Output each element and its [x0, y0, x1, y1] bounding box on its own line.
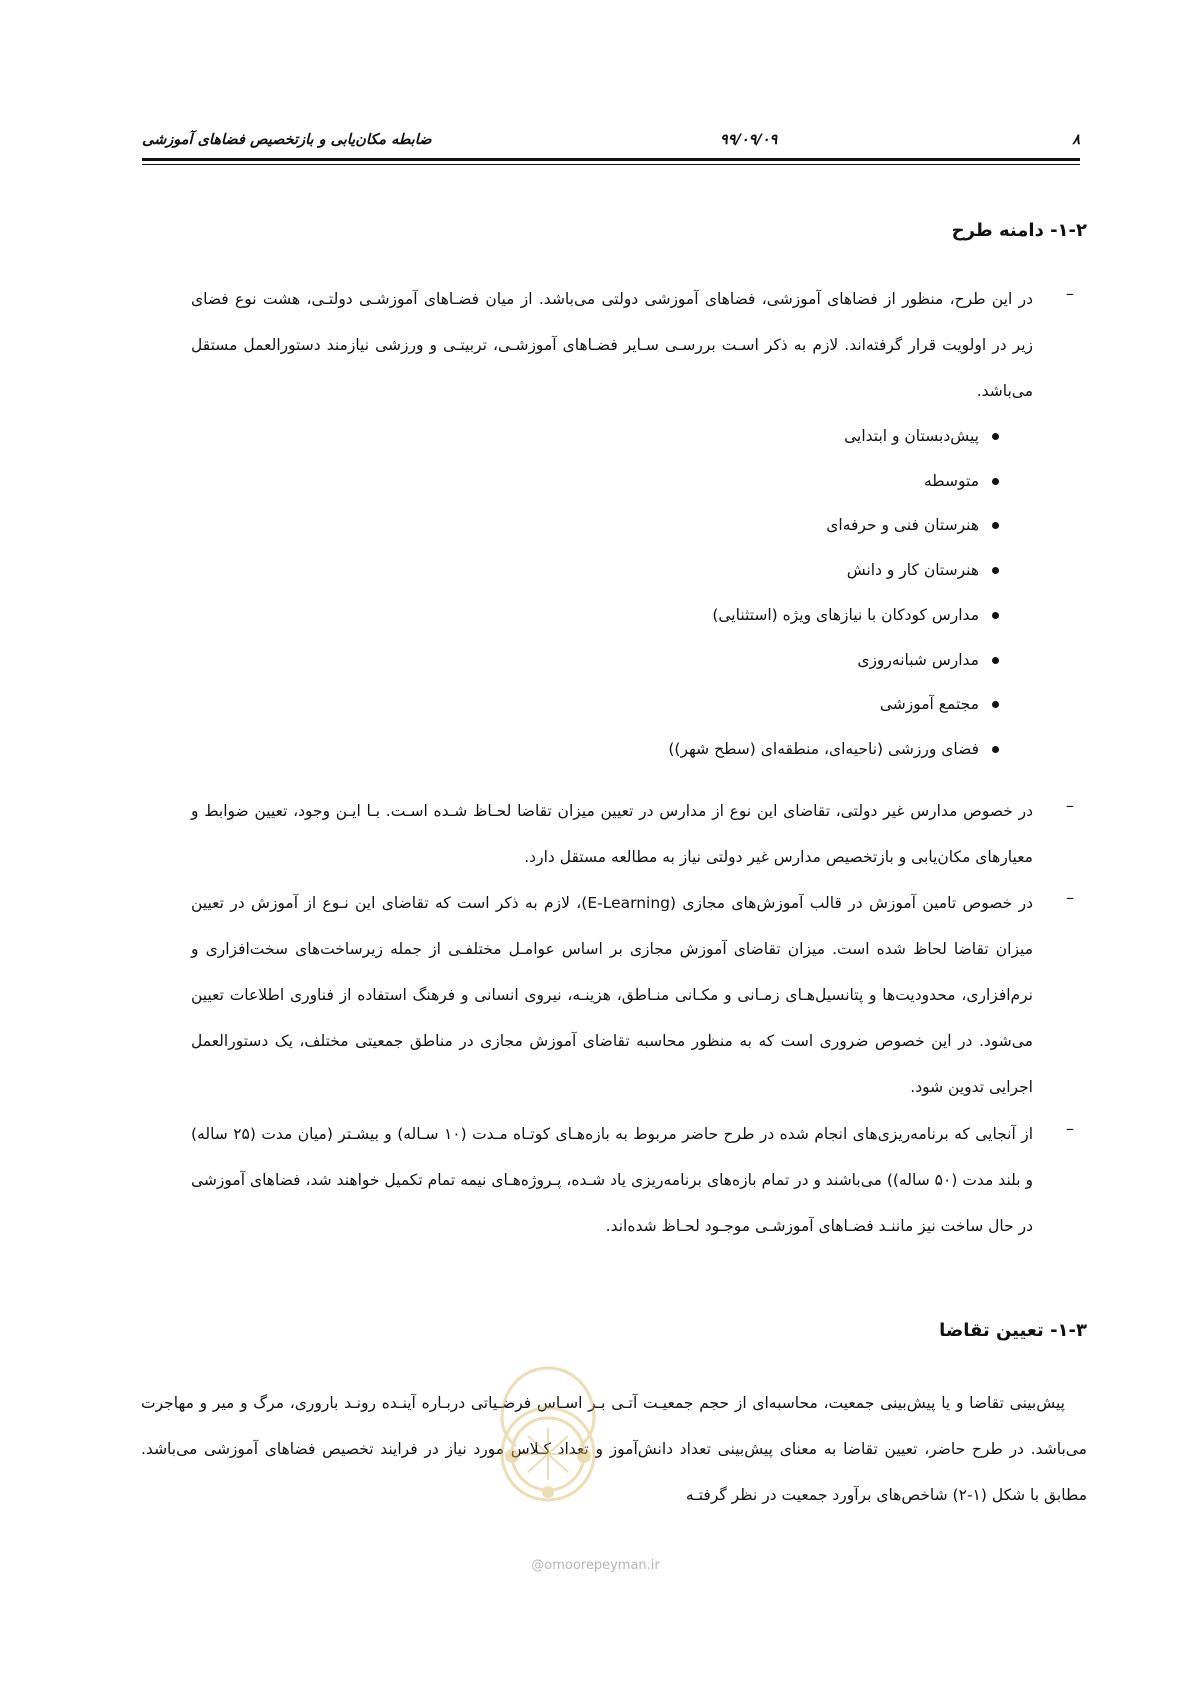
header-rule-thin — [142, 164, 1080, 165]
scope-item-3: در خصوص تامین آموزش در قالب آموزش‌های مجازی (E-Learning)، لازم به ذکر است که تقاضای این نـوع از آموزش در تعیین میزان تقاضا لحاظ شده است. میزان تقاضای آموزش مجازی بر اساس عوامـل مختلفـی از جمله زیرساخت‌های سخت‌افزاری و نرم‌افزاری، محدودیت‌ها و پتانسیل‌هـای زمـانی و مکـانی منـاطق، هزینـه، نیروی انسانی و فرهنگ استفاده از فناوری اطلاعات تعیین می‌شود. در این خصوص ضروری است که به منظور محاسبه تقاضای آموزش مجازی در مناطق جمعیتی مختلف، یک دستورالعمل اجرایی تدوین شود. — [191, 894, 1033, 1096]
list-item: هنرستان فنی و حرفه‌ای — [668, 503, 1001, 548]
header-date: ۹۹/۰۹/۰۹ — [720, 132, 778, 148]
list-dash: – — [1066, 284, 1074, 303]
scope-item-4: از آنجایی که برنامه‌ریزی‌های انجام شده در طرح حاضر مربوط به بازه‌هـای کوتـاه مـدت (۱۰ سـاله) و بیشـتر (میان مدت (۲۵ ساله) و بلند مدت (۵۰ ساله)) می‌باشند و در تمام بازه‌های برنامه‌ریزی یاد شـده، پـروژه‌هـای نیمه تمام تکمیل خواهند شد، فضاهای آموزشی در حال ساخت نیز ماننـد فضـاهای آموزشـی موجـود لحـاظ شده‌اند. — [191, 1125, 1033, 1235]
school-types-list — [668, 414, 1001, 772]
list-dash: – — [1066, 796, 1074, 815]
list-dash: – — [1066, 888, 1074, 907]
list-item: پیش‌دبستان و ابتدایی — [668, 414, 1001, 459]
scope-item-1: در این طرح، منظور از فضاهای آموزشی، فضاهای آموزشی دولتی می‌باشد. از میان فضـاهای آموزشـی دولتـی، هشت نوع فضای زیر در اولویت قرار گرفته‌اند. لازم به ذکر اسـت بررسـی سـایر فضـاهای آموزشـی، تربیتـی و ورزشی نیازمند دستورالعمل مستقل می‌باشد. — [191, 290, 1033, 400]
scope-item-2: در خصوص مدارس غیر دولتی، تقاضای این نوع از مدارس در تعیین میزان تقاضا لحـاظ شـده اسـت. بـا ایـن وجود، تعیین ضوابط و معیارهای مکان‌یابی و بازتخصیص مدارس غیر دولتی نیاز به مطالعه مستقل دارد. — [191, 802, 1033, 866]
watermark-text: @omoorepeyman.ir — [531, 1558, 660, 1573]
section-heading-demand: ۱-۳- تعیین تقاضا — [939, 1320, 1087, 1341]
list-item: متوسطه — [668, 459, 1001, 504]
list-item: هنرستان کار و دانش — [668, 548, 1001, 593]
page-number: ۸ — [1072, 132, 1080, 148]
list-item: مدارس کودکان با نیازهای ویژه (استثنایی) — [668, 593, 1001, 638]
page-header — [142, 128, 1080, 154]
watermark-seal-icon — [482, 1360, 614, 1510]
demand-paragraph: پیش‌بینی تقاضا و یا پیش‌بینی جمعیت، محاسبه‌ای از حجم جمعیـت آتـی بـر اسـاس فرضـیاتی دربـاره آینـده رونـد باروری، مرگ و میر و مهاجرت می‌باشد. در طرح حاضر، تعیین تقاضا به معنای پیش‌بینی تعداد دانش‌آموز و تعداد کـلاس مورد نیاز در فرایند تخصیص فضاهای آموزشی می‌باشد. مطابق با شکل (۱-۲) شاخص‌های برآورد جمعیت در نظر گرفتـه — [141, 1394, 1087, 1504]
list-item: مدارس شبانه‌روزی — [668, 638, 1001, 683]
list-item: فضای ورزشی (ناحیه‌ای، منطقه‌ای (سطح شهر)) — [668, 727, 1001, 772]
list-item: مجتمع آموزشی — [668, 682, 1001, 727]
section-heading-scope: ۱-۲- دامنه طرح — [951, 220, 1087, 241]
header-rule-thick — [142, 158, 1080, 161]
list-dash: – — [1066, 1119, 1074, 1138]
header-title: ضابطه مکان‌یابی و بازتخصیص فضاهای آموزشی — [142, 132, 432, 148]
